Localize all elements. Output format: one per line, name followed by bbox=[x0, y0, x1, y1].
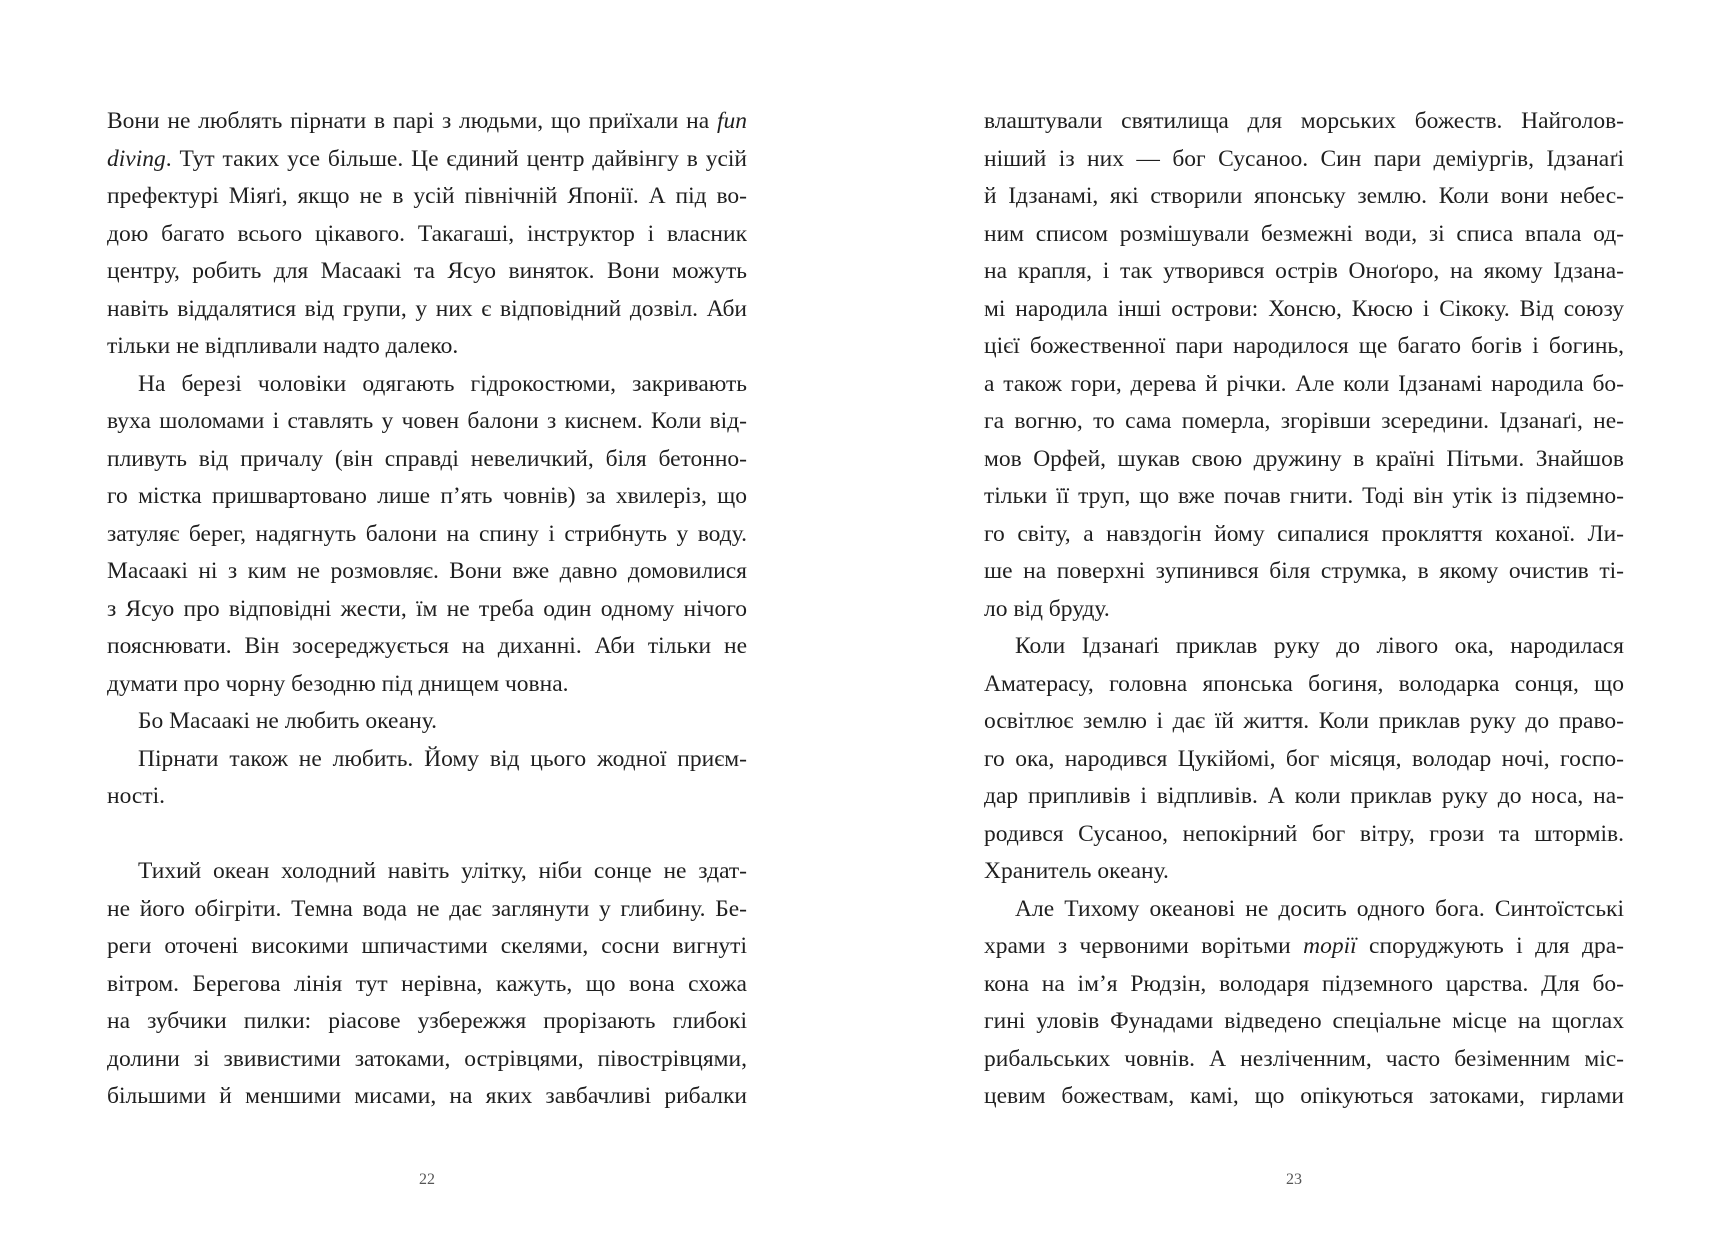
line-text: Коли Ідзанаґі приклав руку до лівого ока, народилася bbox=[1015, 633, 1624, 659]
line-text: Аматерасу, головна японська богиня, володарка сонця, що bbox=[984, 670, 1624, 697]
line-text: Пірнати також не любить. Йому від цього жодної приєм- bbox=[138, 745, 747, 772]
line-text: кона на ім’я Рюдзін, володаря підземного царства. Для бо- bbox=[984, 970, 1624, 997]
text-line bbox=[984, 216, 1624, 254]
text-line bbox=[984, 816, 1624, 854]
text-line bbox=[107, 328, 747, 366]
line-text: мов Орфей, шукав свою дружину в країні Пітьми. Знайшов bbox=[984, 445, 1624, 472]
text-line bbox=[984, 441, 1624, 479]
line-text: цієї божественної пари народилося ще багато богів і богинь, bbox=[984, 333, 1624, 359]
text-line bbox=[984, 741, 1624, 779]
line-text: пояснювати. Він зосереджується на диханні. Аби тільки не bbox=[107, 633, 747, 659]
line-text: вуха шоломами і ставлять у човен балони з киснем. Коли від- bbox=[107, 408, 747, 434]
line-text: го світу, а навздогін йому сипалися прокляття коханої. Ли- bbox=[984, 520, 1624, 547]
text-line bbox=[107, 478, 747, 516]
text-line bbox=[107, 291, 747, 329]
line-text: думати про чорну безодню під днищем човна. bbox=[107, 670, 569, 697]
line-text: Але Тихому океанові не досить одного бога. Синтоїстські bbox=[1015, 895, 1624, 922]
text-line bbox=[984, 591, 1624, 629]
line-text: родився Сусаноо, непокірний бог вітру, грози та штормів. bbox=[984, 820, 1624, 847]
line-text: на крапля, і так утворився острів Оноґоро, на якому Ідзана- bbox=[984, 258, 1624, 284]
text-line bbox=[107, 891, 747, 929]
text-line bbox=[984, 703, 1624, 741]
line-text: дою багато всього цікавого. Такагаші, інструктор і власник bbox=[107, 220, 747, 247]
line-text: На березі чоловіки одягають гідрокостюми, закривають bbox=[138, 370, 747, 397]
italic-term: fun bbox=[716, 108, 747, 134]
line-text: не його обігріти. Темна вода не дає заглянути у глибину. Бе- bbox=[107, 895, 747, 922]
line-text: а також гори, дерева й річки. Але коли Ідзанамі народила бо- bbox=[984, 370, 1624, 397]
text-line bbox=[984, 553, 1624, 591]
line-text: тільки її труп, що вже почав гнити. Тоді він утік із підземно- bbox=[984, 483, 1624, 509]
text-line bbox=[984, 403, 1624, 441]
text-line bbox=[107, 778, 747, 816]
text-line bbox=[984, 666, 1624, 704]
text-line bbox=[107, 1003, 747, 1041]
line-text: го містка пришвартовано лише п’ять човнів) за хвилеріз, що bbox=[107, 483, 747, 509]
text-line bbox=[107, 666, 747, 704]
line-text: Хранитель океану. bbox=[984, 858, 1169, 884]
text-line bbox=[107, 553, 747, 591]
line-text: влаштували святилища для морських божеств. Найголов- bbox=[984, 108, 1624, 134]
text-line bbox=[107, 1041, 747, 1079]
line-text: га вогню, то сама померла, згорівши зсередини. Ідзанаґі, не- bbox=[984, 408, 1624, 434]
text-line bbox=[107, 741, 747, 779]
line-text: Тихий океан холодний навіть улітку, ніби сонце не здат- bbox=[138, 858, 747, 884]
text-line bbox=[984, 628, 1624, 666]
line-text: ше на поверхні зупинився біля струмка, в якому очистив ті- bbox=[984, 558, 1624, 584]
text-line bbox=[107, 928, 747, 966]
text-line bbox=[984, 516, 1624, 554]
text-line bbox=[984, 253, 1624, 291]
text-line bbox=[107, 516, 747, 554]
line-text: долини зі звивистими затоками, острівцями, півострівцями, bbox=[107, 1045, 747, 1072]
line-text: Масаакі ні з ким не розмовляє. Вони вже давно домовилися bbox=[107, 558, 747, 584]
text-line bbox=[107, 366, 747, 404]
text-line bbox=[984, 141, 1624, 179]
line-text: дар припливів і відпливів. А коли приклав руку до носа, на- bbox=[984, 783, 1624, 809]
line-text: ності. bbox=[107, 783, 166, 809]
line-text: . Тут таких усе більше. Це єдиний центр дайвінгу в усій bbox=[165, 145, 747, 172]
text-line bbox=[107, 1078, 747, 1116]
line-text: й Ідзанамі, які створили японську землю. Коли вони небес- bbox=[984, 183, 1624, 209]
text-line bbox=[984, 1003, 1624, 1041]
line-text: го ока, народився Цукійомі, бог місяця, володар ночі, госпо- bbox=[984, 745, 1624, 772]
line-text: ним списом розмішували безмежні води, зі списа впала од- bbox=[984, 220, 1624, 247]
line-text: вітром. Берегова лінія тут нерівна, кажуть, що вона схожа bbox=[107, 970, 747, 997]
text-line bbox=[984, 328, 1624, 366]
line-text: навіть віддалятися від групи, у них є відповідний дозвіл. Аби bbox=[107, 295, 747, 322]
text-line bbox=[107, 441, 747, 479]
line-text: з Ясуо про відповідні жести, їм не треба один одному нічого bbox=[107, 595, 747, 622]
line-text: тільки не відпливали надто далеко. bbox=[107, 333, 459, 359]
line-text: храми з червоними ворітьми bbox=[984, 933, 1304, 959]
line-text: центру, робить для Масаакі та Ясуо виняток. Вони можуть bbox=[107, 258, 747, 284]
line-text: на зубчики пилки: ріасове узбережжя прорізають глибокі bbox=[107, 1008, 747, 1034]
text-line bbox=[984, 478, 1624, 516]
text-line bbox=[107, 403, 747, 441]
line-text: Вони не люблять пірнати в парі з людьми, що приїхали на bbox=[107, 108, 717, 134]
blank-line bbox=[107, 816, 747, 854]
line-text: Бо Масаакі не любить океану. bbox=[138, 708, 437, 734]
text-line bbox=[984, 928, 1624, 966]
text-line bbox=[984, 366, 1624, 404]
right-page-number: 23 bbox=[1286, 1171, 1302, 1188]
text-line bbox=[984, 891, 1624, 929]
text-line bbox=[984, 1041, 1624, 1079]
text-line bbox=[984, 853, 1624, 891]
text-line bbox=[107, 853, 747, 891]
line-text: мі народила інші острови: Хонсю, Кюсю і Сікоку. Від союзу bbox=[984, 295, 1624, 322]
text-line bbox=[107, 966, 747, 1004]
line-text: ніший із них — бог Сусаноо. Син пари деміургів, Ідзанаґі bbox=[984, 145, 1624, 172]
text-line bbox=[984, 291, 1624, 329]
line-text: рибальських човнів. А незліченним, часто безіменним міс- bbox=[984, 1045, 1624, 1072]
text-line bbox=[107, 591, 747, 629]
left-page-number: 22 bbox=[419, 1171, 435, 1188]
text-line bbox=[107, 216, 747, 254]
line-text: гині уловів Фунадами відведено спеціальне місце на щоглах bbox=[984, 1008, 1624, 1034]
line-text: освітлює землю і дає їй життя. Коли приклав руку до право- bbox=[984, 708, 1624, 734]
line-text: цевим божествам, камі, що опікуються затоками, гирлами bbox=[984, 1083, 1624, 1109]
right-page-text bbox=[984, 103, 1624, 1116]
text-line bbox=[107, 103, 747, 141]
line-text: більшими й меншими мисами, на яких завбачливі рибалки bbox=[107, 1083, 747, 1109]
left-page-text bbox=[107, 103, 747, 1116]
line-text: пливуть від причалу (він справді невеличкий, біля бетонно- bbox=[107, 445, 747, 472]
line-text: реги оточені високими шпичастими скелями, сосни вигнуті bbox=[107, 933, 747, 959]
text-line bbox=[984, 966, 1624, 1004]
left-page bbox=[0, 0, 856, 1258]
text-line bbox=[107, 253, 747, 291]
text-line bbox=[107, 703, 747, 741]
text-line bbox=[107, 628, 747, 666]
line-text: затуляє берег, надягнуть балони на спину і стрибнуть у воду. bbox=[107, 520, 747, 547]
line-text: ло від бруду. bbox=[984, 595, 1110, 622]
text-line bbox=[984, 1078, 1624, 1116]
text-line bbox=[107, 178, 747, 216]
text-line bbox=[984, 103, 1624, 141]
italic-term: торії bbox=[1303, 933, 1357, 959]
italic-term: diving bbox=[107, 145, 166, 172]
text-line bbox=[107, 141, 747, 179]
text-line bbox=[984, 178, 1624, 216]
right-page bbox=[857, 0, 1713, 1258]
text-line bbox=[984, 778, 1624, 816]
line-text: споруджують і для дра- bbox=[1356, 933, 1624, 959]
line-text: префектурі Міяґі, якщо не в усій північній Японії. А під во- bbox=[107, 183, 747, 209]
